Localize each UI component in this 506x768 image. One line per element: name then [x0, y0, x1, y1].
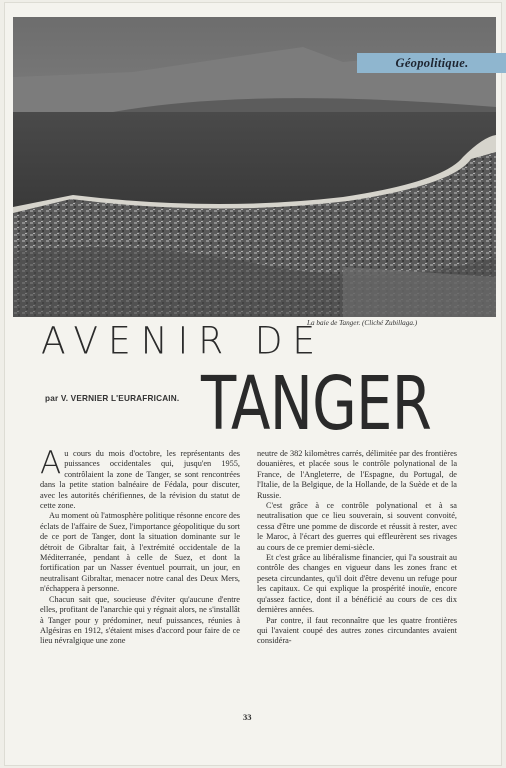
drop-cap: A — [40, 445, 62, 481]
paragraph: neutre de 382 kilomètres carrés, délimitée par des frontières douanières, et placée sous le contrôle polynational de la France, de l'Angleterre, de l'Espagne, du Portugal, de l'Italie, de la Belgique, de la Hollande, de la Suède et de la Russie. — [257, 449, 457, 500]
paragraph: C'est grâce à ce contrôle polynational et à sa neutralisation que ce lieu souverain, si souvent convoité, cessa d'être une pomme de discorde et réussit à rester, avec le Maroc, à l'écart des guerres qui effleurèrent ses rivages au cours de ce premier demi-siècle. — [257, 501, 457, 552]
photo-caption: La baie de Tanger. (Cliché Zubillaga.) — [307, 319, 418, 327]
paragraph — [40, 445, 240, 511]
magazine-page — [5, 3, 501, 765]
title-line-2: TANGER — [201, 361, 432, 447]
paragraph: Au moment où l'atmosphère politique résonne encore des éclats de l'affaire de Suez, l'importance géopolitique du sort de ce port de Tanger, dont la situation dominante sur le détroit de Gibraltar fait, à l'extrémité occidentale de la Méditerranée, pendant à celle de Suez, et dont la fortification par un Nasser éventuel pourrait, un jour, en neutralisant Gibraltar, menacer notre canal des Deux Mers, n'échappera à personne. — [40, 511, 240, 594]
section-badge: Géopolitique. — [357, 53, 506, 73]
column-right — [257, 449, 457, 647]
paragraph-text: u cours du mois d'octobre, les représentants des puissances occidentales qui, jusqu'en 1955, contrôlaient la zone de Tanger, se sont rencontrées dans la petite station balnéaire de Fédala, pour discuter, avec les autorités chérifiennes, de la révision du statut de cette zone. — [40, 449, 240, 511]
title-line-1: AVENIR DE — [41, 319, 326, 364]
column-left — [40, 445, 240, 647]
page-number: 33 — [243, 712, 252, 722]
byline: par V. VERNIER L'EURAFRICAIN. — [45, 394, 180, 403]
paragraph: Par contre, il faut reconnaître que les quatre frontières qui l'avaient coupé des autres zones circundantes avaient considéra- — [257, 615, 457, 646]
paragraph: Chacun sait que, soucieuse d'éviter qu'aucune d'entre elles, profitant de l'anarchie qui y régnait alors, ne s'installât à Tanger pour y prédominer, neuf puissances, réunies à Algésiras en 1912, s'étaient mises d'accord pour faire de ce lieu névralgique une zone — [40, 594, 240, 646]
paragraph: Et c'est grâce au libéralisme financier, qui l'a soustrait au contrôle des changes en vigueur dans les zones franc et peseta circundantes, qu'il doit d'être devenu un refuge pour les capitaux. Ce qui explique la prospérité inouïe, encore qu'assez factice, dont il a bénéficié au cours de ces dix dernières années. — [257, 553, 457, 615]
